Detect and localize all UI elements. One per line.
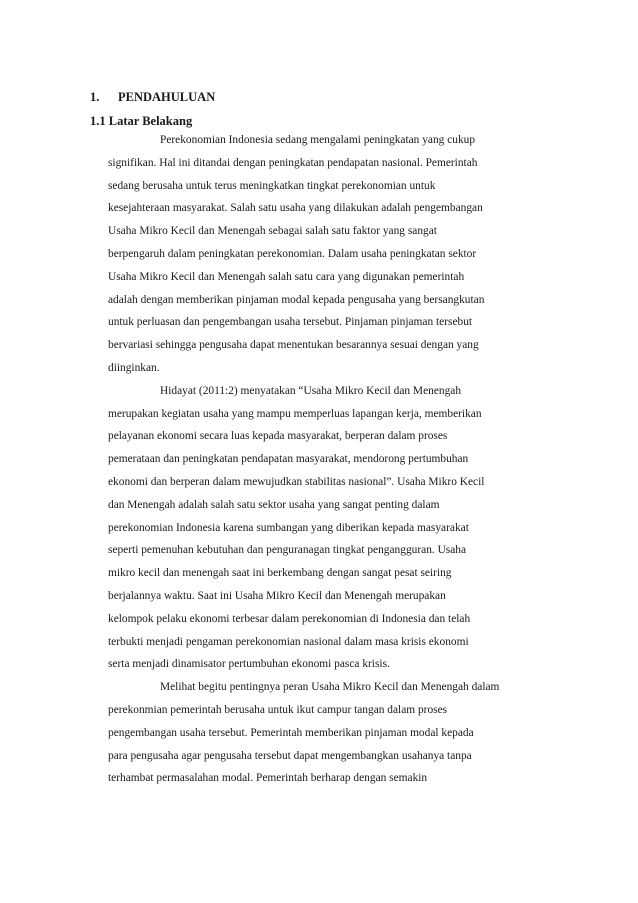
text-line: terbukti menjadi pengaman perekonomian nasional dalam masa krisis ekonomi [108, 635, 469, 648]
text-line: berpengaruh dalam peningkatan perekonomian. Dalam usaha peningkatan sektor [108, 247, 477, 260]
text-line: perekonmian pemerintah berusaha untuk ikut campur tangan dalam proses [108, 703, 448, 716]
text-line: Usaha Mikro Kecil dan Menengah salah satu cara yang digunakan pemerintah [108, 270, 465, 283]
text-line: perekonomian Indonesia karena sumbangan yang diberikan kepada masyarakat [108, 521, 469, 534]
text-line: Usaha Mikro Kecil dan Menengah sebagai salah satu faktor yang sangat [108, 225, 437, 238]
text-line: bervariasi sehingga pengusaha dapat menentukan besarannya sesuai dengan yang [108, 339, 479, 352]
text-line: pelayanan ekonomi secara luas kepada masyarakat, berperan dalam proses [108, 430, 448, 443]
text-line: adalah dengan memberikan pinjaman modal kepada pengusaha yang bersangkutan [108, 293, 485, 306]
text-line: pengembangan usaha tersebut. Pemerintah memberikan pinjaman modal kepada [108, 726, 474, 739]
section-number: 1. [90, 90, 100, 104]
text-line: Perekonomian Indonesia sedang mengalami peningkatan yang cukup [160, 134, 476, 146]
text-line: Hidayat (2011:2) menyatakan “Usaha Mikro Kecil dan Menengah [160, 384, 462, 397]
text-line: kelompok pelaku ekonomi terbesar dalam perekonomian di Indonesia dan telah [108, 612, 471, 625]
text-line: sedang berusaha untuk terus meningkatkan tingkat perekonomian untuk [108, 179, 436, 192]
text-line: signifikan. Hal ini ditandai dengan peningkatan pendapatan nasional. Pemerintah [108, 156, 478, 169]
text-line: Melihat begitu pentingnya peran Usaha Mikro Kecil dan Menengah dalam [160, 681, 500, 694]
text-line: seperti pemenuhan kebutuhan dan penguranagan tingkat pengangguran. Usaha [108, 544, 467, 557]
text-line: mikro kecil dan menengah saat ini berkembang dengan sangat pesat seiring [108, 567, 452, 580]
body-text [108, 129, 548, 790]
subsection-heading: 1.1 Latar Belakang [90, 114, 193, 128]
section-heading [90, 90, 215, 105]
section-title: PENDAHULUAN [118, 90, 216, 104]
text-line: serta menjadi dinamisator pertumbuhan ekonomi pasca krisis. [108, 658, 390, 671]
text-line: pemerataan dan peningkatan pendapatan masyarakat, mendorong pertumbuhan [108, 453, 469, 466]
text-line: dan Menengah adalah salah satu sektor usaha yang sangat penting dalam [108, 498, 440, 511]
text-line: merupakan kegiatan usaha yang mampu memperluas lapangan kerja, memberikan [108, 407, 482, 420]
text-line: para pengusaha agar pengusaha tersebut dapat mengembangkan usahanya tanpa [108, 749, 472, 762]
text-line: diinginkan. [108, 361, 160, 374]
text-line: kesejahteraan masyarakat. Salah satu usaha yang dilakukan adalah pengembangan [108, 202, 483, 215]
text-line: terhambat permasalahan modal. Pemerintah berharap dengan semakin [108, 772, 428, 785]
text-line: untuk perluasan dan pengembangan usaha tersebut. Pinjaman pinjaman tersebut [108, 316, 473, 329]
text-line: berjalannya waktu. Saat ini Usaha Mikro Kecil dan Menengah merupakan [108, 589, 446, 602]
text-line: ekonomi dan berperan dalam mewujudkan stabilitas nasional”. Usaha Mikro Kecil [108, 475, 485, 488]
